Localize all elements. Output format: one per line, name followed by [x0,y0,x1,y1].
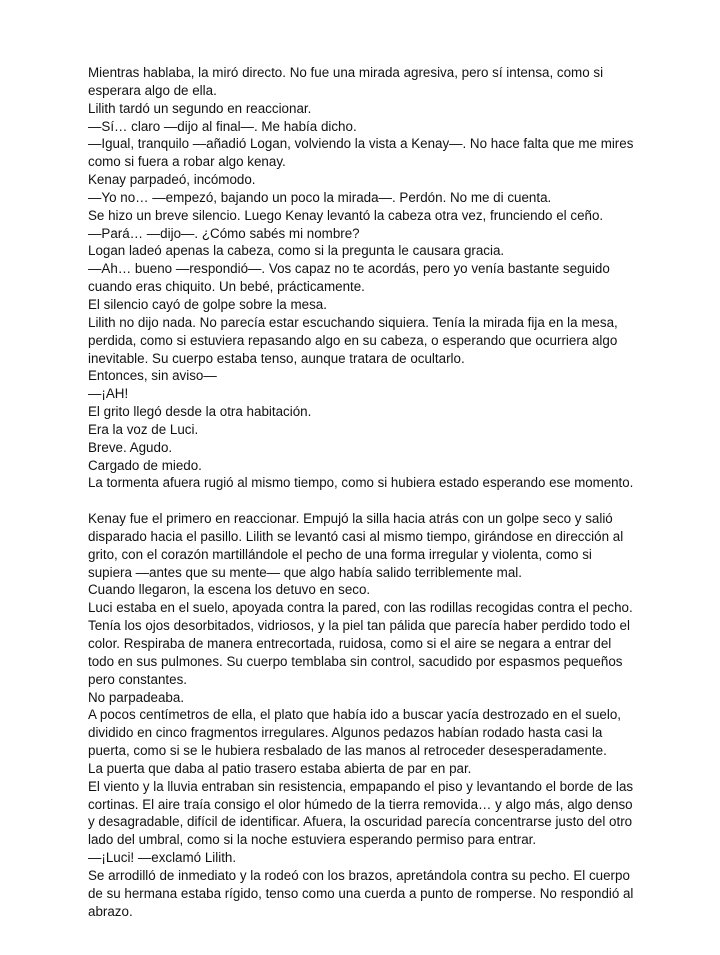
text-line: Era la voz de Luci. [88,421,199,437]
text-line: —Pará… —dijo—. ¿Cómo sabés mi nombre? [88,225,360,241]
text-line: lado del umbral, como si la noche estuviera esperando permiso para entrar. [88,832,537,848]
story-text [88,64,633,921]
text-line: —Ah… bueno —respondió—. Vos capaz no te acordás, pero yo venía bastante seguido [88,261,610,277]
text-line: —¡Luci! —exclamó Lilith. [88,850,237,866]
text-line: Entonces, sin aviso— [88,368,217,384]
text-line: —Sí… claro —dijo al final—. Me había dicho. [88,118,357,134]
text-line: No parpadeaba. [88,689,185,705]
text-line: Kenay parpadeó, incómodo. [88,172,256,188]
text-line: Kenay fue el primero en reaccionar. Empujó la silla hacia atrás con un golpe seco y salió [88,511,613,527]
text-line: inevitable. Su cuerpo estaba tenso, aunque tratara de ocultarlo. [88,350,465,366]
text-line: Lilith tardó un segundo en reaccionar. [88,100,312,116]
text-line: Breve. Agudo. [88,439,173,455]
text-line: perdida, como si estuviera repasando algo en su cabeza, o esperando que ocurriera algo [88,332,618,348]
text-line: Tenía los ojos desorbitados, vidriosos, y la piel tan pálida que parecía haber perdido todo el [88,618,630,634]
text-line: A pocos centímetros de ella, el plato que había ido a buscar yacía destrozado en el suelo, [88,707,621,723]
text-line: esperara algo de ella. [88,82,217,98]
text-line: de su hermana estaba rígido, tenso como una cuerda a punto de romperse. No respondió al [88,885,634,901]
text-line: Mientras hablaba, la miró directo. No fue una mirada agresiva, pero sí intensa, como si [88,65,604,80]
text-line: disparado hacia el pasillo. Lilith se levantó casi al mismo tiempo, girándose en dirección al [88,528,624,544]
text-line: cortinas. El aire traía consigo el olor húmedo de la tierra removida… y algo más, algo denso [88,796,633,812]
text-line: color. Respiraba de manera entrecortada, ruidosa, como si el aire se negara a entrar del [88,636,612,651]
text-line: como si fuera a robar algo kenay. [88,154,286,170]
text-line: supiera —antes que su mente— que algo había salido terriblemente mal. [88,564,522,580]
text-line: pero constantes. [88,671,188,687]
text-line: Lilith no dijo nada. No parecía estar escuchando siquiera. Tenía la mirada fija en la mesa, [88,314,618,330]
text-line: El silencio cayó de golpe sobre la mesa. [88,296,327,312]
text-line: —¡AH! [88,386,129,402]
text-line: todo en sus pulmones. Su cuerpo temblaba sin control, sacudido por espasmos pequeños [88,653,623,669]
paragraph-break [88,492,633,510]
text-line: Se hizo un breve silencio. Luego Kenay levantó la cabeza otra vez, frunciendo el ceño. [88,207,604,223]
text-line: La puerta que daba al patio trasero estaba abierta de par en par. [88,760,472,776]
text-line: —Yo no… —empezó, bajando un poco la mirada—. Perdón. No me di cuenta. [88,189,552,205]
text-line: La tormenta afuera rugió al mismo tiempo, como si hubiera estado esperando ese momento. [88,475,634,491]
text-line: El viento y la lluvia entraban sin resistencia, empapando el piso y levantando el borde de las [88,778,634,794]
text-line: cuando eras chiquito. Un bebé, prácticamente. [88,279,365,295]
text-line: y desagradable, difícil de identificar. Afuera, la oscuridad parecía concentrarse justo del otro [88,814,633,830]
text-line: puerta, como si se le hubiera resbalado de las manos al retroceder desesperadamente. [88,743,607,759]
text-line: El grito llegó desde la otra habitación. [88,404,312,420]
text-line: Luci estaba en el suelo, apoyada contra la pared, con las rodillas recogidas contra el pecho. [88,600,633,616]
text-line: grito, con el corazón martillándole el pecho de una forma irregular y violenta, como si [88,546,592,562]
text-line: Cuando llegaron, la escena los detuvo en seco. [88,582,371,598]
text-line: abrazo. [88,903,133,919]
text-line: —Igual, tranquilo —añadió Logan, volviendo la vista a Kenay—. No hace falta que me mires [88,136,634,152]
text-line: Logan ladeó apenas la cabeza, como si la pregunta le causara gracia. [88,243,505,259]
text-line: dividido en cinco fragmentos irregulares. Algunos pedazos habían rodado hasta casi la [88,725,603,741]
text-line: Cargado de miedo. [88,457,202,473]
text-line: Se arrodilló de inmediato y la rodeó con los brazos, apretándola contra su pecho. El cuerpo [88,867,630,883]
